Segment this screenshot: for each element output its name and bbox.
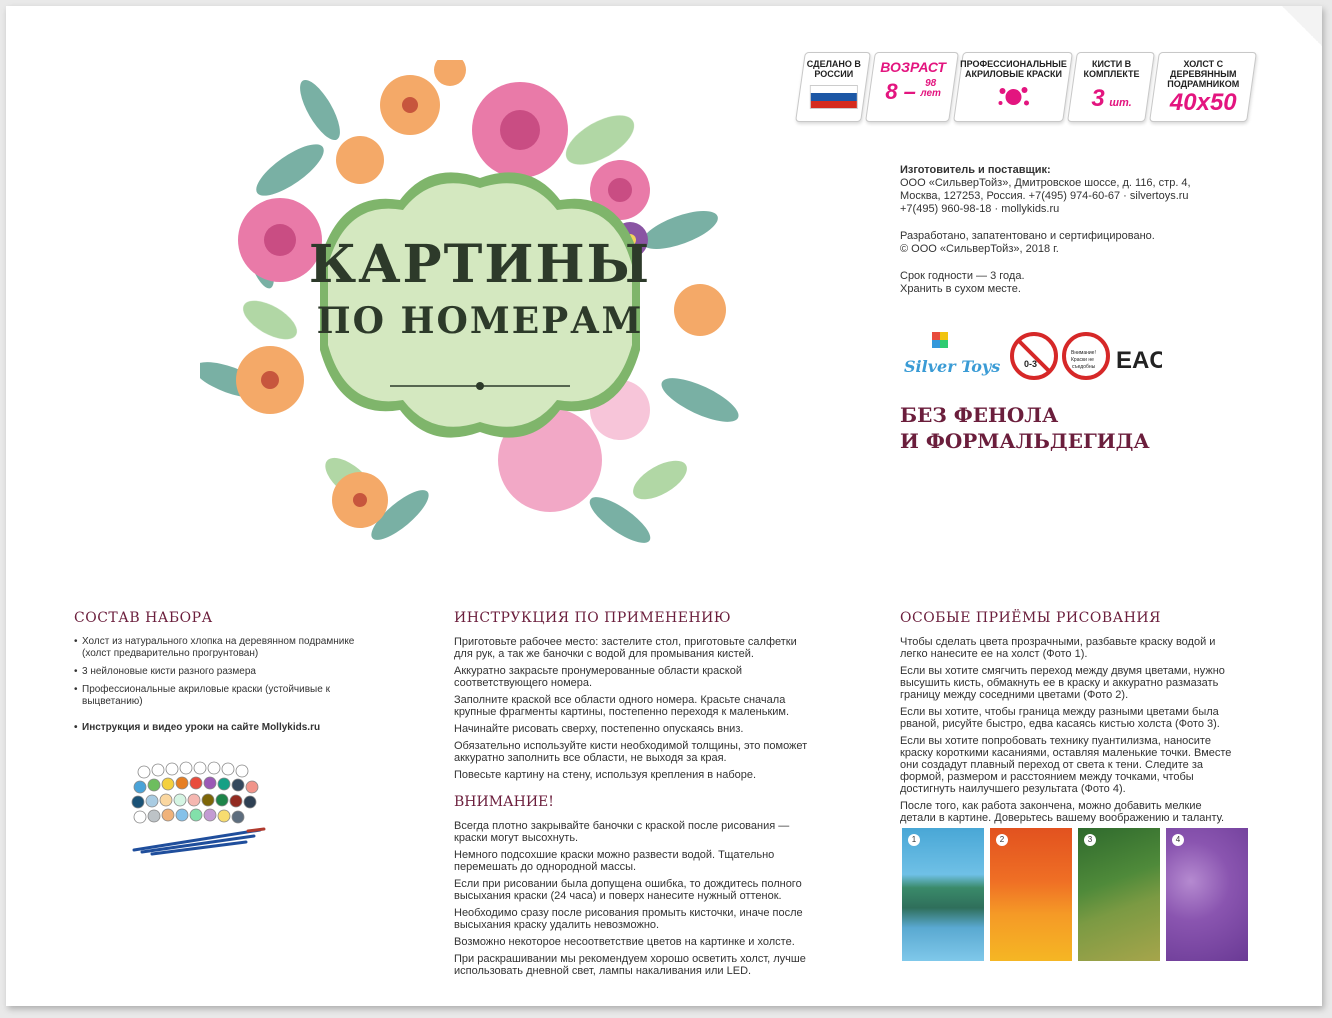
badge-age [865, 52, 959, 122]
warning-paragraph: Всегда плотно закрывайте баночки с краской после рисования — краски могут высохнуть. [454, 820, 790, 844]
badge-canvas [1149, 52, 1257, 122]
developed-line-1: Разработано, запатентовано и сертифицировано. [900, 230, 1155, 242]
badge-brushes [1067, 52, 1155, 122]
product-title [270, 235, 690, 343]
manufacturer-info [900, 164, 1220, 310]
technique-photo-3 [1078, 828, 1160, 961]
manufacturer-line-2: Москва, 127253, Россия. +7(495) 974-60-67 · silvertoys.ru [900, 190, 1189, 202]
svg-text:съедобны: съедобны [1072, 364, 1096, 370]
eac-mark-icon [1116, 347, 1162, 374]
techniques-section [900, 612, 1240, 829]
warning-paragraph: Если при рисовании была допущена ошибка, то дождитесь полного высыхания краски (24 часа) и поверх нанесите нужный оттенок. [454, 878, 802, 902]
technique-paragraph: Чтобы сделать цвета прозрачными, разбавьте краску водой и легко нанесите ее на холст (Фото 1). [900, 636, 1216, 660]
badge-paints [953, 52, 1073, 122]
shelf-life-line-1: Срок годности — 3 года. [900, 270, 1025, 282]
svg-text:0-3: 0-3 [1024, 359, 1038, 369]
photo-number: 1 [908, 834, 920, 846]
kit-item: • Профессиональные акриловые краски (устойчивые к выцветанию) [74, 684, 374, 708]
manufacturer-line-1: ООО «СильверТойз», Дмитровское шоссе, д. 116, стр. 4, [900, 177, 1191, 189]
page-corner [1282, 6, 1322, 46]
instructions-heading: ИНСТРУКЦИЯ ПО ПРИМЕНЕНИЮ [454, 610, 732, 626]
product-badges [794, 52, 1252, 124]
instruction-paragraph: Начинайте рисовать сверху, постепенно опускаясь вниз. [454, 723, 744, 735]
kit-item: • 3 нейлоновые кисти разного размера [74, 666, 374, 678]
instruction-paragraph: Приготовьте рабочее место: застелите стол, приготовьте салфетки для рук, а так же баночки с водой для промывания кистей. [454, 636, 797, 660]
brushes-count: 3 [1091, 85, 1105, 112]
paints-label: ПРОФЕССИОНАЛЬНЫЕ АКРИЛОВЫЕ КРАСКИ [960, 59, 1067, 79]
photo-number: 2 [996, 834, 1008, 846]
silver-toys-logo [904, 332, 1000, 376]
instructions-section [454, 612, 814, 786]
technique-photo-2 [990, 828, 1072, 961]
technique-photos [902, 828, 1248, 962]
instruction-paragraph: Аккуратно закрасьте пронумерованные области краской соответствующего номера. [454, 665, 742, 689]
warning-paragraph: При раскрашивании мы рекомендуем хорошо осветить холст, лучше использовать дневной свет, лампы накаливания или LED. [454, 953, 806, 977]
kit-item: • Холст из натурального хлопка на деревянном подрамнике (холст предварительно прогрунтован) [74, 636, 374, 660]
title-line-2: ПО НОМЕРАМ [316, 300, 644, 342]
paint-pots-icon [130, 760, 270, 860]
photo-number: 4 [1172, 834, 1184, 846]
technique-photo-4 [1166, 828, 1248, 961]
shelf-life-line-2: Хранить в сухом месте. [900, 283, 1021, 295]
kit-video-link: • Инструкция и видео уроки на сайте Mollykids.ru [74, 722, 374, 734]
age-from: 8 – [885, 79, 916, 104]
certification-logos [902, 330, 1162, 382]
technique-paragraph: Если вы хотите попробовать технику пуантилизма, наносите краску короткими касаниями, оставляя маленькие точки. Вместе они создадут плавный переход от света к тени. Следите за формой, размером и расстоянием между точками, чтобы достигнуть наилучшего результата (Фото 4). [900, 735, 1232, 795]
instruction-paragraph: Обязательно используйте кисти необходимой толщины, это поможет аккуратно заполнить все области, не выходя за края. [454, 740, 808, 764]
technique-paragraph: Если вы хотите, чтобы граница между разными цветами была рваной, рисуйте быстро, едва касаясь кистью холста (Фото 3). [900, 706, 1220, 730]
manufacturer-heading: Изготовитель и поставщик: [900, 164, 1051, 176]
warning-section [454, 796, 814, 982]
russia-flag-icon [810, 85, 858, 109]
not-edible-warning-icon [1064, 334, 1108, 378]
badge-made-in-russia [795, 52, 871, 122]
svg-text:Silver Toys: Silver Toys [904, 357, 1001, 376]
instruction-paragraph: Повесьте картину на стену, используя крепления в наборе. [454, 769, 757, 781]
technique-photo-1 [902, 828, 984, 961]
kit-list [74, 636, 374, 734]
free-of-line-2: И ФОРМАЛЬДЕГИДА [900, 429, 1150, 453]
age-unit: лет [920, 88, 941, 99]
paints-and-brushes-image [130, 760, 270, 860]
warning-paragraph: Немного подсохшие краски можно развести водой. Тщательно перемешать до однородной массы. [454, 849, 775, 873]
developed-line-2: © ООО «СильверТойз», 2018 г. [900, 243, 1059, 255]
free-of-line-1: БЕЗ ФЕНОЛА [900, 403, 1059, 427]
warning-paragraph: Возможно некоторое несоответствие цветов на картинке и холсте. [454, 936, 795, 948]
technique-paragraph: Если вы хотите смягчить переход между двумя цветами, нужно высушить кисть, обмакнуть ее в краску и аккуратно размазать границу между соседними цветами (Фото 2). [900, 665, 1225, 701]
kit-heading: СОСТАВ НАБОРА [74, 610, 213, 626]
photo-number: 3 [1084, 834, 1096, 846]
brushes-unit: шт. [1109, 97, 1132, 109]
instruction-paragraph: Заполните краской все области одного номера. Красьте сначала крупные фрагменты картины, постепенно переходя к маленьким. [454, 694, 790, 718]
svg-text:EAC: EAC [1116, 347, 1162, 374]
brushes-label: КИСТИ В КОМПЛЕКТЕ [1083, 59, 1140, 79]
canvas-size: 40х50 [1169, 89, 1237, 116]
age-to: 98 [925, 78, 937, 89]
made-in-label: СДЕЛАНО В РОССИИ [806, 59, 861, 79]
warning-paragraph: Необходимо сразу после рисования промыть кисточки, иначе после высыхания краску удалить невозможно. [454, 907, 803, 931]
age-label: ВОЗРАСТ [880, 59, 946, 75]
manufacturer-line-3: +7(495) 960-98-18 · mollykids.ru [900, 203, 1060, 215]
techniques-heading: ОСОБЫЕ ПРИЁМЫ РИСОВАНИЯ [900, 610, 1161, 626]
logos-svg [902, 330, 1162, 382]
age-restriction-icon [1012, 334, 1056, 378]
kit-contents [74, 612, 374, 740]
flower-wreath [200, 60, 760, 560]
free-of-chemicals [900, 402, 1150, 454]
canvas-label: ХОЛСТ С ДЕРЕВЯННЫМ ПОДРАМНИКОМ [1167, 59, 1240, 89]
technique-paragraph: После того, как работа закончена, можно добавить мелкие детали в картине. Доверьтесь вашему воображению и таланту. [900, 800, 1225, 824]
svg-text:Краски не: Краски не [1071, 357, 1094, 363]
paint-splash-icon [993, 83, 1033, 109]
svg-text:Внимание!: Внимание! [1071, 350, 1096, 356]
warning-heading: ВНИМАНИЕ! [454, 794, 554, 810]
title-line-1: КАРТИНЫ [308, 234, 652, 295]
